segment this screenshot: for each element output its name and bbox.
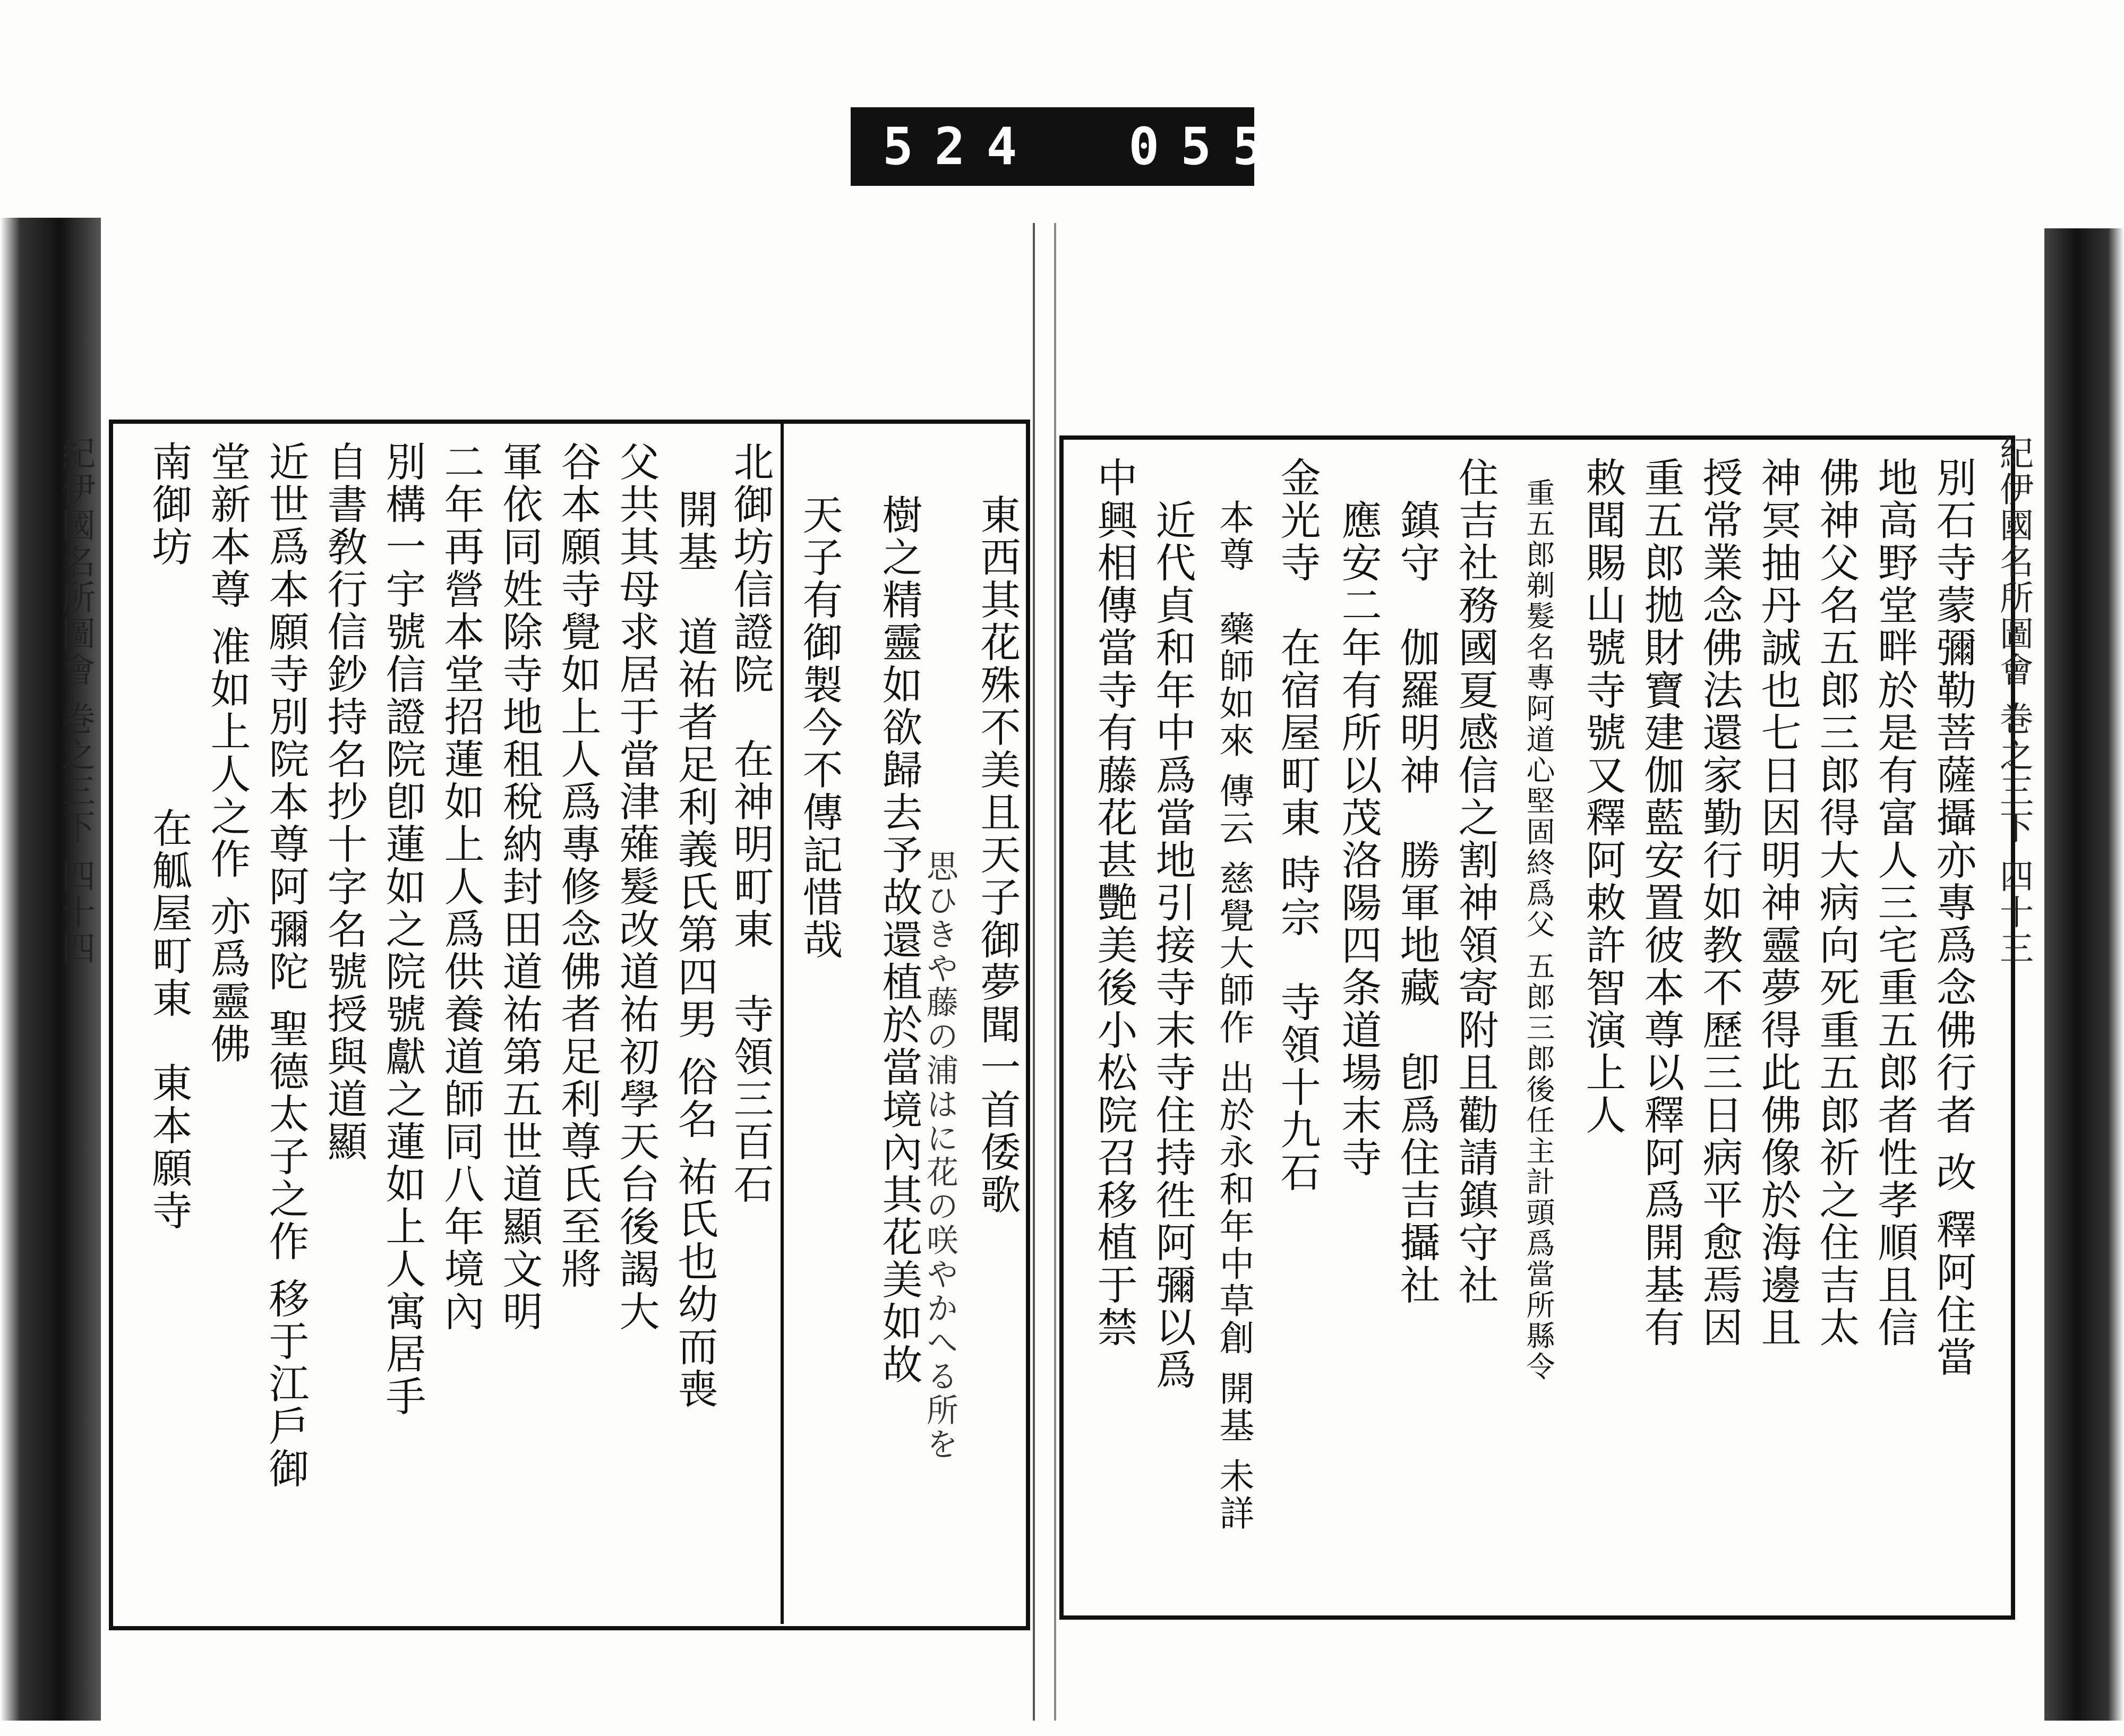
left-margin-title: 紀伊國名所圖會 巻之三下 四十四: [56, 435, 95, 967]
catalog-label-left: 524: [883, 117, 1039, 176]
left-col-12: 近世爲本願寺別院本尊阿彌陀 聖德太子之作 移于江戶御: [262, 441, 310, 1491]
right-col-3: 佛神父名五郎三郎得大病向死重五郎祈之住吉太: [1813, 457, 1860, 1349]
right-col-2: 地高野堂畔於是有富人三宅重五郎者性孝順且信: [1871, 457, 1919, 1349]
left-page-fold: [1033, 223, 1035, 1721]
left-col-3: 天子有御製今不傳記惜哉: [796, 494, 843, 961]
right-col-9: 住吉社務國夏感信之割神領寄附且勸請鎮守社: [1452, 457, 1499, 1306]
right-margin-title: 紀伊國名所圖會 巻之三下 四十三: [1994, 435, 2033, 967]
right-col-15: 中興相傳當寺有藤花甚艷美後小松院召移植于禁: [1091, 457, 1138, 1349]
left-col-1: 東西其花殊不美且天子御夢聞一首倭歌: [974, 494, 1021, 1216]
right-col-14: 近代貞和年中爲當地引接寺末寺住持徃阿彌以爲: [1149, 499, 1196, 1391]
left-col-10: 別構一宇號信證院卽蓮如之院號獻之蓮如上人寓居手: [379, 441, 426, 1418]
right-col-8: 重五郎剃髮名專阿道心堅固終爲父 五郎三郎後任主計頭爲當所縣令: [1522, 478, 1555, 1383]
left-col-4: 北御坊信證院 在神明町東 寺領三百石: [727, 441, 774, 1205]
right-col-4: 神冥抽丹誠也七日因明神靈夢得此佛像於海邊且: [1754, 457, 1802, 1349]
left-col-14: 在觚屋町東 東本願寺: [145, 807, 193, 1232]
left-col-9: 二年再營本堂招蓮如上人爲供養道師同八年境內: [438, 441, 485, 1333]
left-col-15: 南御坊: [145, 441, 193, 568]
right-col-13: 本尊 藥師如來 傳云 慈覺大師作 出於永和年中草創 開基 未詳: [1213, 499, 1254, 1532]
right-col-12: 金光寺 在宿屋町東 時宗 寺領十九石: [1274, 457, 1321, 1194]
right-page-fold: [1054, 223, 1056, 1721]
left-col-6: 父共其母求居于當津薙髮改道祐初學天台後謁大: [613, 441, 660, 1333]
left-col-poem: 思ひきや藤の浦はに花の咲やかへる所を: [921, 850, 958, 1461]
left-col-8: 軍依同姓除寺地租稅納封田道祐第五世道顯文明: [496, 441, 543, 1333]
right-col-1: 別石寺蒙彌勒菩薩攝亦專爲念佛行者 改 釋阿住當: [1930, 457, 1977, 1379]
catalog-label-right: 055: [1128, 117, 1284, 176]
left-col-2: 樹之精靈如欲歸去予故還植於當境內其花美如故: [876, 494, 923, 1386]
right-book-edge: [2044, 228, 2124, 1721]
right-col-6: 重五郎拋財寶建伽藍安置彼本尊以釋阿爲開基有: [1638, 457, 1685, 1349]
right-col-5: 授常業念佛法還家勤行如教不歷三日病平愈焉因: [1696, 457, 1743, 1349]
left-col-11: 自書敎行信鈔持名抄十字名號授與道顯: [321, 441, 368, 1163]
catalog-label: [851, 107, 1284, 186]
left-inner-rule: [781, 424, 784, 1624]
right-col-11: 應安二年有所以茂洛陽四条道場末寺: [1335, 499, 1382, 1179]
right-col-7: 敕聞賜山號寺號又釋阿敕許智演上人: [1579, 457, 1626, 1136]
left-col-5: 開基 道祐者足利義氏第四男 俗名 祐氏也幼而喪: [671, 489, 718, 1411]
left-col-7: 谷本願寺覺如上人爲專修念佛者足利尊氏至將: [554, 441, 602, 1290]
left-col-13: 堂新本尊 准如上人之作 亦爲靈佛: [204, 441, 251, 1066]
right-col-10: 鎮守 伽羅明神 勝軍地藏 卽爲住吉攝社: [1393, 499, 1441, 1306]
